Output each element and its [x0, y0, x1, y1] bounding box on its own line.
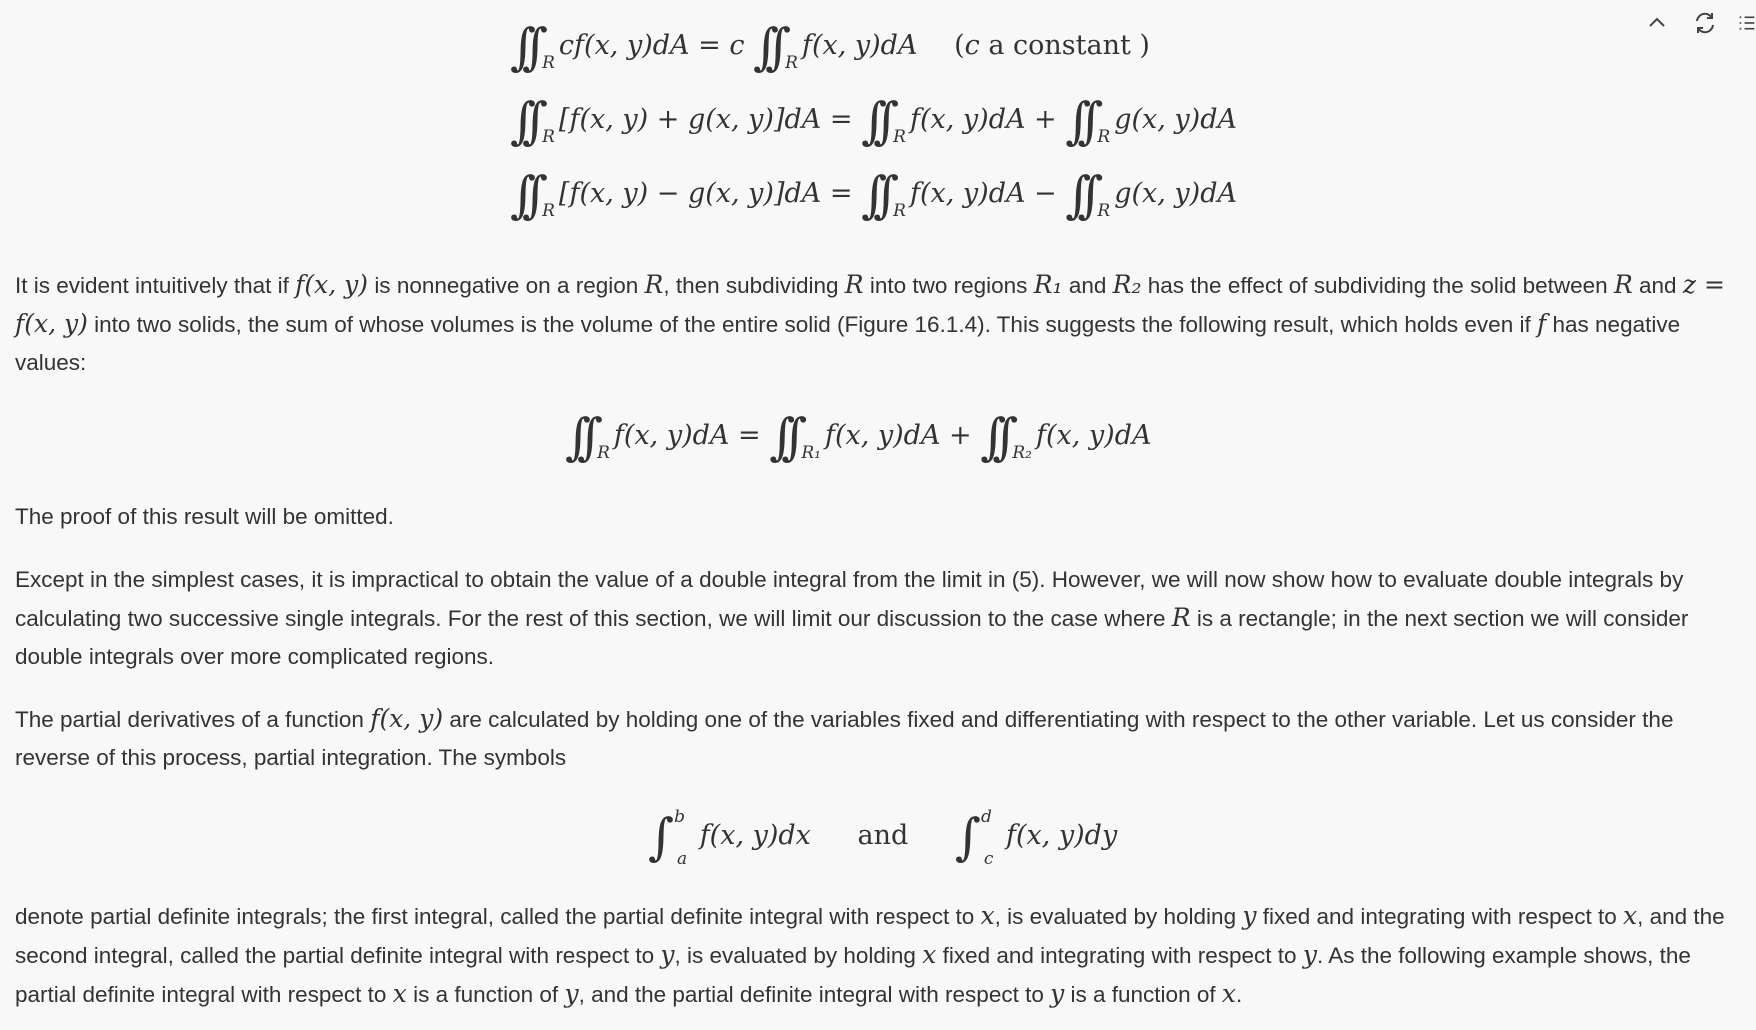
toolbar — [1642, 8, 1756, 38]
property-difference: ∫∫ $_R$[f(x, y) − g(x, y)]dA = ∫∫ $_R$f(x, y)dA − ∫∫ $_R$g(x, y)dA — [510, 166, 1237, 224]
list-icon — [1738, 12, 1756, 34]
partial-integrals-line: ∫$^b_a$ f(x, y)dx and ∫$^d_c$ f(x, y)dy — [648, 807, 1118, 869]
property-sum: ∫∫ $_R$[f(x, y) + g(x, y)]dA = ∫∫ $_R$f(x, y)dA + ∫∫ $_R$g(x, y)dA — [510, 92, 1237, 150]
property-constant-multiple: ∫∫ $_R$cf(x, y)dA = c ∫∫ $_R$f(x, y)dA (c a constant ) — [510, 18, 1150, 76]
chevron-up-icon — [1646, 12, 1668, 34]
paragraph-subdivision: It is evident intuitively that if f(x, y) is nonnegative on a region R, then subdividing R into two regions R₁ and R₂ has the effect of subdividing the solid between R and z = f(x, y) into two solids, the sum of whose volumes is the volume of the entire solid (Figure 16.1.4). This suggests the following result, which holds even if f has negative values: — [15, 270, 1725, 375]
collapse-button[interactable] — [1642, 8, 1672, 38]
menu-button[interactable] — [1738, 8, 1756, 38]
paragraph-successive-integrals: Except in the simplest cases, it is impractical to obtain the value of a double integral from the limit in (5). However, we will now show how to evaluate double integrals by calculating two successive single integrals. For the rest of this section, we will limit our discussion to the case where R is a rectangle; in the next section we will consider double integrals over more complicated regions. — [15, 567, 1689, 669]
additivity-line: ∫∫ $_R$f(x, y)dA = ∫∫ $_{R_1}$f(x, y)dA + ∫∫ $_{R_2}$f(x, y)dA — [565, 408, 1152, 466]
refresh-icon — [1692, 10, 1718, 36]
refresh-button[interactable] — [1690, 8, 1720, 38]
paragraph-partial-integration: The partial derivatives of a function f(x, y) are calculated by holding one of the variables fixed and differentiating with respect to the other variable. Let us consider the reverse of this process, partial integration. The symbols — [15, 704, 1674, 770]
paragraph-partial-definite: denote partial definite integrals; the first integral, called the partial definite integral with respect to x, is evaluated by holding y fixed and integrating with respect to x, and the second integral, called the partial definite integral with respect to y, is evaluated by holding x fixed and integrating with respect to y. As the following example shows, the partial definite integral with respect to x is a function of y, and the partial definite integral with respect to y is a function of x. — [15, 901, 1725, 1008]
paragraph-proof-omitted: The proof of this result will be omitted. — [15, 504, 394, 529]
